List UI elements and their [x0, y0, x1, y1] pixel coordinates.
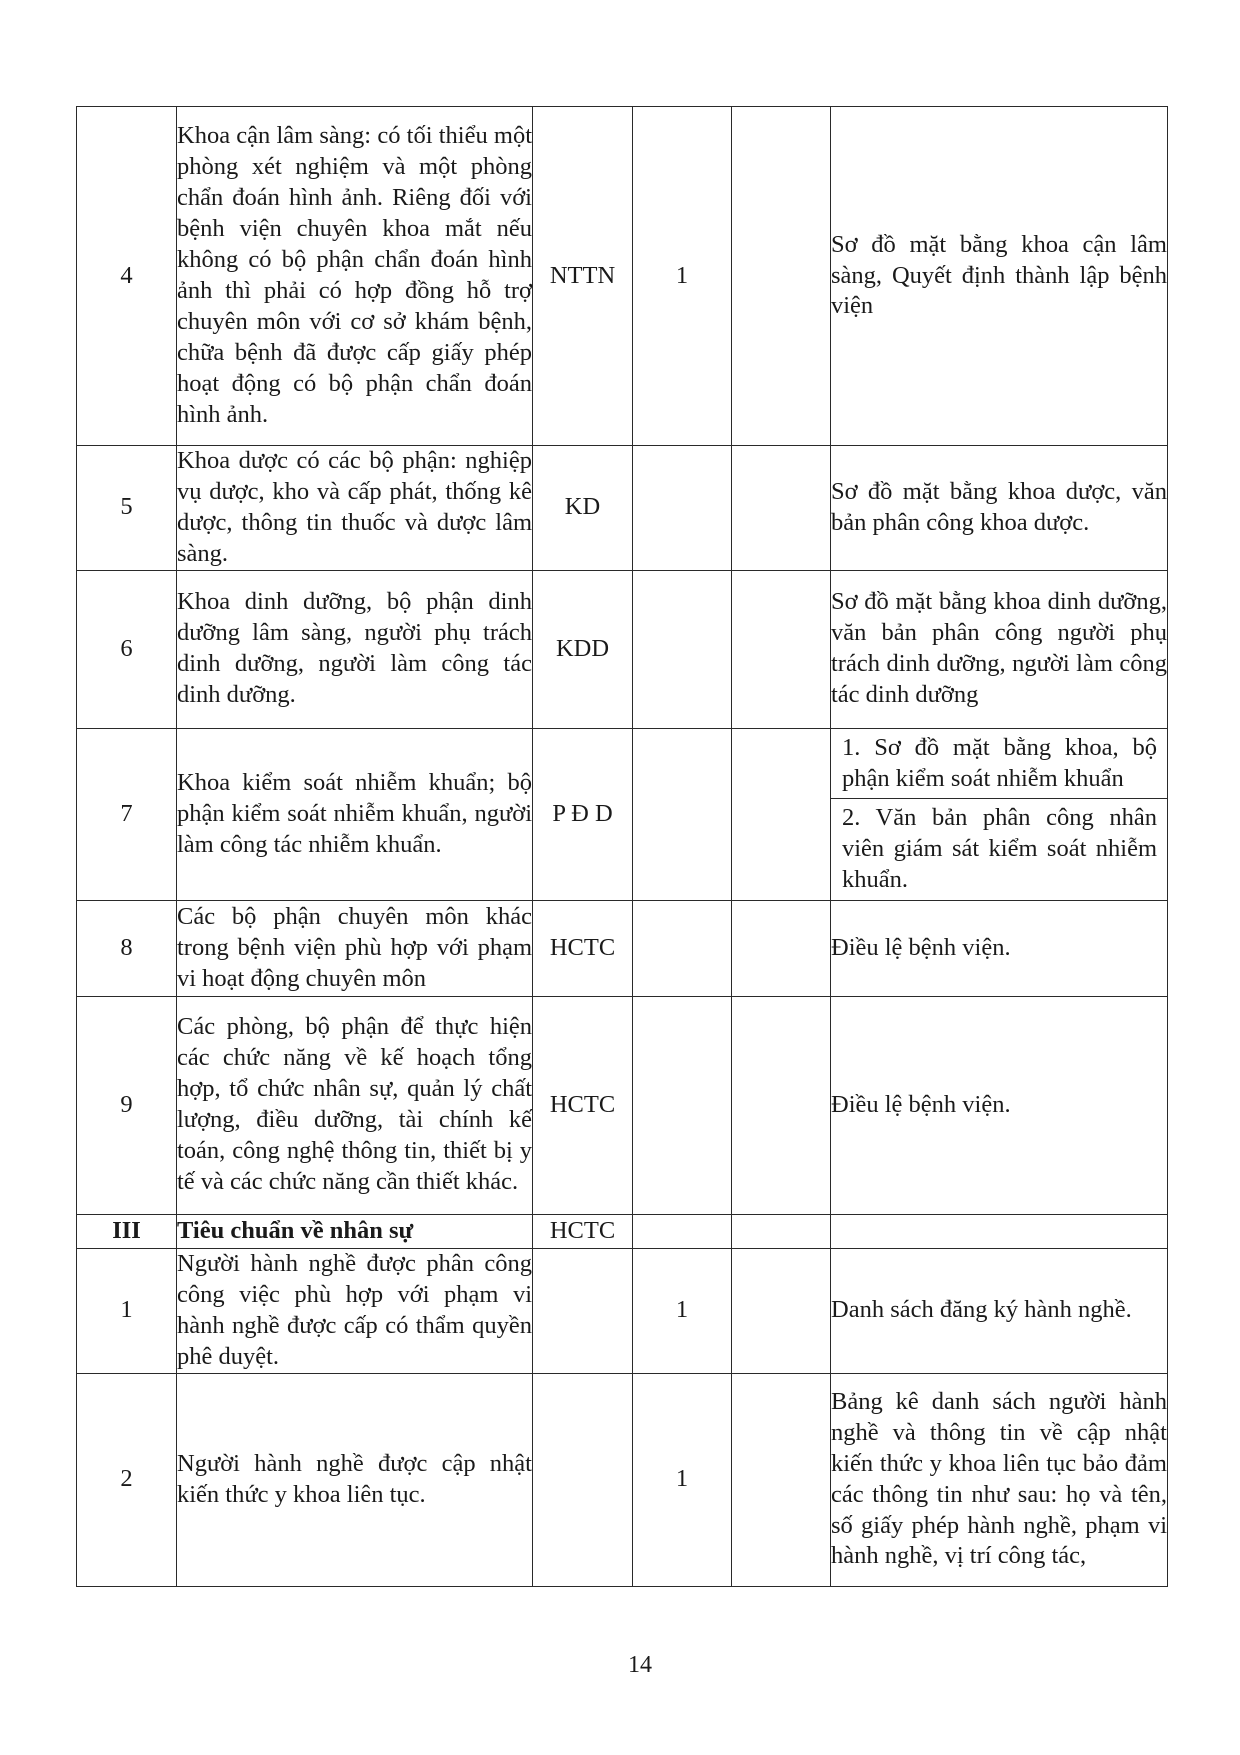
- evidence-split: [831, 728, 1168, 900]
- score-cell: [633, 446, 732, 571]
- responsible-unit: [533, 1373, 633, 1586]
- evidence-text: Điều lệ bệnh viện.: [831, 996, 1168, 1214]
- section-number: III: [77, 1214, 177, 1248]
- section-title: Tiêu chuẩn về nhân sự: [177, 1214, 533, 1248]
- evidence-text: Sơ đồ mặt bằng khoa dược, văn bản phân công khoa dược.: [831, 446, 1168, 571]
- score-cell: [633, 728, 732, 900]
- empty-cell: [732, 728, 831, 900]
- criterion-text: Khoa kiểm soát nhiễm khuẩn; bộ phận kiểm soát nhiễm khuẩn, người làm công tác nhiễm khuẩn.: [177, 728, 533, 900]
- evidence-text: Sơ đồ mặt bằng khoa cận lâm sàng, Quyết định thành lập bệnh viện: [831, 107, 1168, 446]
- empty-cell: [732, 570, 831, 728]
- score-cell: [633, 900, 732, 996]
- criterion-text: Khoa dược có các bộ phận: nghiệp vụ dược, kho và cấp phát, thống kê dược, thông tin thuốc và dược lâm sàng.: [177, 446, 533, 571]
- evidence-text: [831, 1214, 1168, 1248]
- responsible-unit: HCTC: [533, 1214, 633, 1248]
- criterion-text: Các bộ phận chuyên môn khác trong bệnh viện phù hợp với phạm vi hoạt động chuyên môn: [177, 900, 533, 996]
- empty-cell: [732, 1373, 831, 1586]
- empty-cell: [732, 900, 831, 996]
- criterion-text: Khoa cận lâm sàng: có tối thiểu một phòng xét nghiệm và một phòng chẩn đoán hình ảnh. Riêng đối với bệnh viện chuyên khoa mắt nếu không có bộ phận chẩn đoán hình ảnh thì phải có hợp đồng hỗ trợ chuyên môn với cơ sở khám bệnh, chữa bệnh đã được cấp giấy phép hoạt động có bộ phận chẩn đoán hình ảnh.: [177, 107, 533, 446]
- row-number: 1: [77, 1248, 177, 1373]
- score-cell: 1: [633, 1373, 732, 1586]
- row-number: 6: [77, 570, 177, 728]
- table-row: [77, 728, 1168, 900]
- empty-cell: [732, 1214, 831, 1248]
- table-row: [77, 996, 1168, 1214]
- evidence-text: Danh sách đăng ký hành nghề.: [831, 1248, 1168, 1373]
- table-row: [77, 1248, 1168, 1373]
- section-row: [77, 1214, 1168, 1248]
- table-row: [77, 570, 1168, 728]
- evidence-text: Sơ đồ mặt bằng khoa dinh dưỡng, văn bản phân công người phụ trách dinh dưỡng, người làm công tác dinh dưỡng: [831, 570, 1168, 728]
- responsible-unit: KD: [533, 446, 633, 571]
- criteria-table: [76, 106, 1168, 1587]
- evidence-text: Bảng kê danh sách người hành nghề và thông tin về cập nhật kiến thức y khoa liên tục bảo đảm các thông tin như sau: họ và tên, số giấy phép hành nghề, phạm vi hành nghề, vị trí công tác,: [831, 1373, 1168, 1586]
- responsible-unit: HCTC: [533, 900, 633, 996]
- table-row: [77, 107, 1168, 446]
- score-cell: 1: [633, 107, 732, 446]
- responsible-unit: NTTN: [533, 107, 633, 446]
- empty-cell: [732, 107, 831, 446]
- responsible-unit: [533, 1248, 633, 1373]
- criterion-text: Người hành nghề được phân công công việc phù hợp với phạm vi hành nghề được cấp có thẩm quyền phê duyệt.: [177, 1248, 533, 1373]
- empty-cell: [732, 1248, 831, 1373]
- score-cell: [633, 570, 732, 728]
- evidence-text: Điều lệ bệnh viện.: [831, 900, 1168, 996]
- page-number: 14: [628, 1652, 652, 1678]
- row-number: 7: [77, 728, 177, 900]
- score-cell: [633, 1214, 732, 1248]
- criterion-text: Các phòng, bộ phận để thực hiện các chức năng về kế hoạch tổng hợp, tổ chức nhân sự, quản lý chất lượng, điều dưỡng, tài chính kế toán, công nghệ thông tin, thiết bị y tế và các chức năng cần thiết khác.: [177, 996, 533, 1214]
- empty-cell: [732, 996, 831, 1214]
- evidence-part-1: 1. Sơ đồ mặt bằng khoa, bộ phận kiểm soát nhiễm khuẩn: [842, 734, 1157, 793]
- empty-cell: [732, 446, 831, 571]
- row-number: 8: [77, 900, 177, 996]
- row-number: 5: [77, 446, 177, 571]
- table-row: [77, 900, 1168, 996]
- responsible-unit: HCTC: [533, 996, 633, 1214]
- row-number: 4: [77, 107, 177, 446]
- score-cell: 1: [633, 1248, 732, 1373]
- row-number: 9: [77, 996, 177, 1214]
- responsible-unit: P Đ D: [533, 728, 633, 900]
- criterion-text: Người hành nghề được cập nhật kiến thức y khoa liên tục.: [177, 1373, 533, 1586]
- criterion-text: Khoa dinh dưỡng, bộ phận dinh dưỡng lâm sàng, người phụ trách dinh dưỡng, người làm công tác dinh dưỡng.: [177, 570, 533, 728]
- responsible-unit: KDD: [533, 570, 633, 728]
- score-cell: [633, 996, 732, 1214]
- row-number: 2: [77, 1373, 177, 1586]
- table-row: [77, 1373, 1168, 1586]
- table-row: [77, 446, 1168, 571]
- evidence-part-2: 2. Văn bản phân công nhân viên giám sát kiểm soát nhiễm khuẩn.: [831, 798, 1167, 899]
